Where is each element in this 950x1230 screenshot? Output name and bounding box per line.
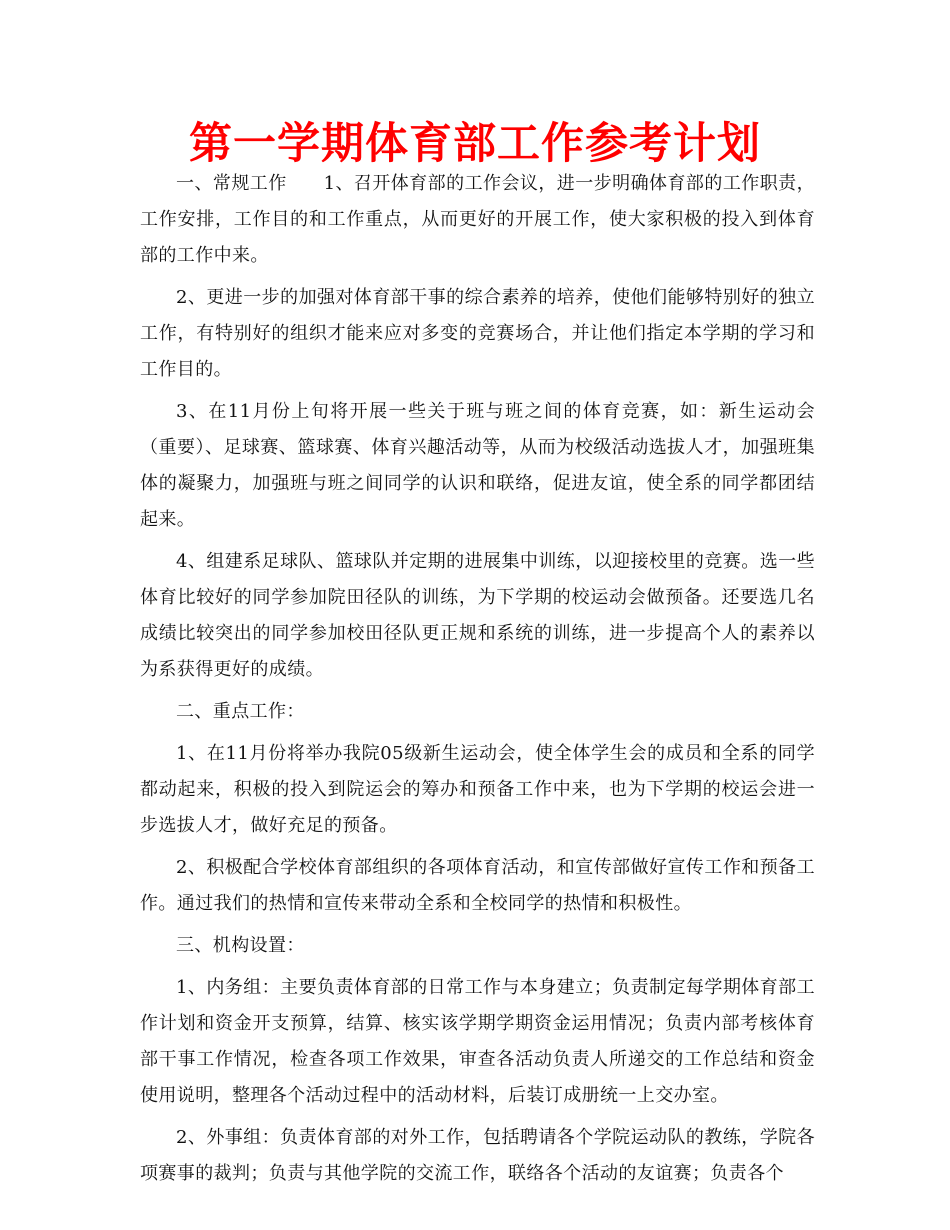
- paragraph: 2、外事组：负责体育部的对外工作，包括聘请各个学院运动队的教练，学院各项赛事的裁判；负责与其他学院的交流工作，联络各个活动的友谊赛；负责各个: [140, 1127, 815, 1184]
- document-body: [140, 166, 815, 1198]
- paragraph-routine-work: 一、常规工作 1、召开体育部的工作会议，进一步明确体育部的工作职责，工作安排，工作目的和工作重点，从而更好的开展工作，使大家积极的投入到体育部的工作中来。: [140, 173, 815, 266]
- paragraph: 2、更进一步的加强对体育部干事的综合素养的培养，使他们能够特别好的独立工作，有特别好的组织才能来应对多变的竞赛场合，并让他们指定本学期的学习和工作目的。: [140, 287, 815, 380]
- section-heading-key-work: 二、重点工作：: [176, 701, 305, 722]
- paragraph: 4、组建系足球队、篮球队并定期的进展集中训练，以迎接校里的竞赛。选一些体育比较好的同学参加院田径队的训练，为下学期的校运动会做预备。还要选几名成绩比较突出的同学参加校田径队更正规和系统的训练，进一步提高个人的素养以为系获得更好的成绩。: [140, 551, 815, 680]
- paragraph: 1、内务组：主要负责体育部的日常工作与本身建立；负责制定每学期体育部工作计划和资金开支预算，结算、核实该学期学期资金运用情况；负责内部考核体育部干事工作情况，检查各项工作效果，审查各活动负责人所递交的工作总结和资金使用说明，整理各个活动过程中的活动材料，后装订成册统一上交办室。: [140, 977, 815, 1106]
- document-title: 第一学期体育部工作参考计划: [189, 119, 761, 169]
- paragraph: 2、积极配合学校体育部组织的各项体育活动，和宣传部做好宣传工作和预备工作。通过我们的热情和宣传来带动全系和全校同学的热情和积极性。: [140, 857, 815, 914]
- section-heading-organization: 三、机构设置：: [176, 935, 305, 956]
- paragraph: 1、在11月份将举办我院05级新生运动会，使全体学生会的成员和全系的同学都动起来，积极的投入到院运会的筹办和预备工作中来，也为下学期的校运会进一步选拔人才，做好充足的预备。: [140, 743, 815, 836]
- paragraph: 3、在11月份上旬将开展一些关于班与班之间的体育竞赛，如：新生运动会（重要）、足球赛、篮球赛、体育兴趣活动等，从而为校级活动选拔人才，加强班集体的凝聚力，加强班与班之间同学的认识和联络，促进友谊，使全系的同学都团结起来。: [140, 401, 815, 530]
